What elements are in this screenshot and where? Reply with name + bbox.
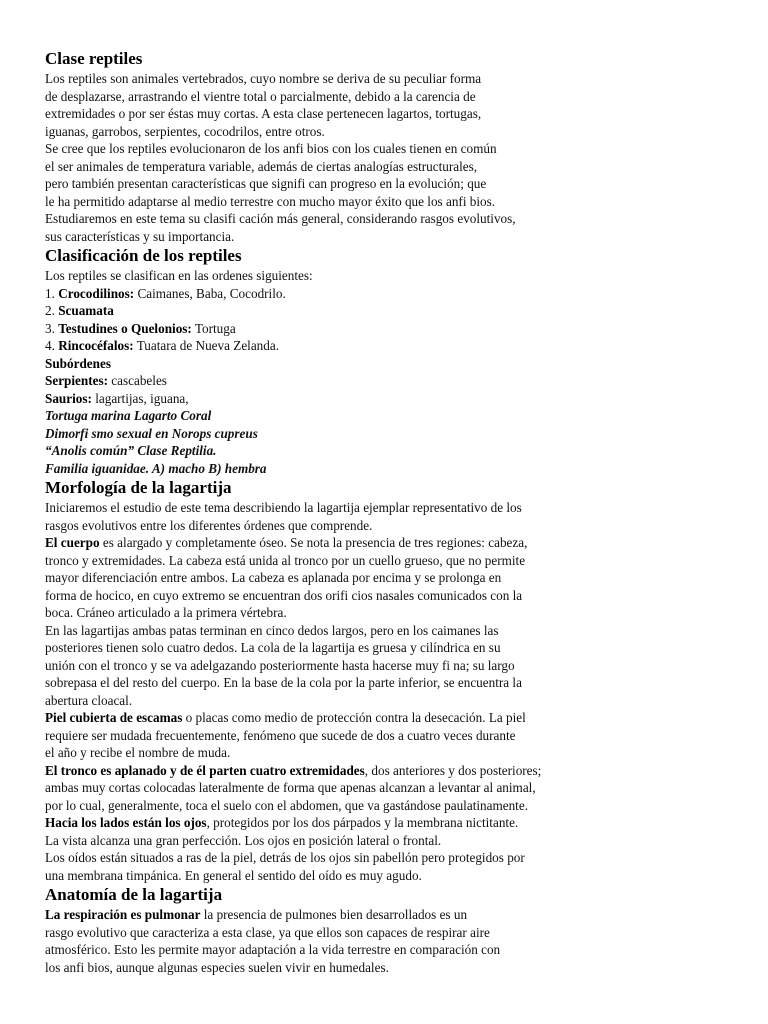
paragraph-morfologia — [45, 499, 605, 884]
text-line: sus características y su importancia. — [45, 228, 235, 244]
text-line: Iniciaremos el estudio de este tema describiendo la lagartija ejemplar representativo de los — [45, 500, 522, 515]
text-line: unión con el tronco y se va adelgazando posteriormente hasta hacerse muy fi na; su largo — [45, 657, 515, 673]
text-line: los anfi bios, aunque algunas especies suelen vivir en humedales. — [45, 959, 389, 975]
text-line: por lo cual, generalmente, toca el suelo con el abdomen, que va gastándose paulatinamente. — [45, 797, 528, 813]
document-page — [45, 48, 605, 976]
figure-caption: “Anolis común” Clase Reptilia. — [45, 443, 217, 458]
text-line: tronco y extremidades. La cabeza está unida al tronco por un cuello grueso, que no permite — [45, 552, 526, 568]
text-line: Piel cubierta de escamas o placas como medio de protección contra la desecación. La piel — [45, 710, 526, 725]
text-line: abertura cloacal. — [45, 692, 133, 708]
text-line: rasgos evolutivos entre los diferentes órdenes que comprende. — [45, 517, 373, 533]
text-line: le ha permitido adaptarse al medio terrestre con mucho mayor éxito que los anfi bios. — [45, 193, 496, 209]
text-line: rasgo evolutivo que caracteriza a esta clase, ya que ellos son capaces de respirar aire — [45, 924, 490, 940]
text-line: una membrana timpánica. En general el sentido del oído es muy agudo. — [45, 867, 422, 883]
order-item: 1. Crocodilinos: Caimanes, Baba, Cocodrilo. — [45, 285, 286, 301]
text-line: de desplazarse, arrastrando el vientre total o parcialmente, debido a la carencia de — [45, 88, 476, 104]
section-heading-clase-reptiles: Clase reptiles — [45, 49, 143, 68]
text-line: El tronco es aplanado y de él parten cuatro extremidades, dos anteriores y dos posteriores; — [45, 762, 542, 778]
text-line: extremidades o por ser éstas muy cortas. A esta clase pertenecen lagartos, tortugas, — [45, 106, 482, 121]
text-line: En las lagartijas ambas patas terminan en cinco dedos largos, pero en los caimanes las — [45, 622, 499, 638]
text-line: Se cree que los reptiles evolucionaron de los anfi bios con los cuales tienen en común — [45, 141, 497, 156]
section-heading-clasificacion: Clasificación de los reptiles — [45, 246, 242, 265]
order-item: 2. Scuamata — [45, 303, 114, 318]
text-line: mayor diferenciación entre ambos. La cabeza es aplanada por encima y se prolonga en — [45, 570, 502, 585]
figure-caption: Tortuga marina Lagarto Coral — [45, 408, 212, 423]
section-heading-morfologia: Morfología de la lagartija — [45, 478, 232, 497]
suborder-item: Serpientes: cascabeles — [45, 373, 167, 388]
text-line: El cuerpo es alargado y completamente óseo. Se nota la presencia de tres regiones: cabeza, — [45, 535, 528, 550]
paragraph-intro — [45, 70, 605, 245]
order-item: 4. Rincocéfalos: Tuatara de Nueva Zelanda. — [45, 338, 280, 353]
text-line: Hacia los lados están los ojos, protegidos por los dos párpados y la membrana nictitante. — [45, 815, 519, 830]
list-intro: Los reptiles se clasifican en las ordenes siguientes: — [45, 268, 313, 283]
classification-list — [45, 267, 605, 477]
text-line: boca. Cráneo articulado a la primera vértebra. — [45, 605, 287, 620]
figure-caption: Familia iguanidae. A) macho B) hembra — [45, 460, 267, 476]
text-line: requiere ser mudada frecuentemente, fenómeno que sucede de dos a cuatro veces durante — [45, 727, 516, 743]
paragraph-anatomia — [45, 906, 605, 976]
text-line: posteriores tienen solo cuatro dedos. La cola de la lagartija es gruesa y cilíndrica en su — [45, 640, 501, 655]
text-line: pero también presentan características que signifi can progreso en la evolución; que — [45, 176, 487, 191]
text-line: el año y recibe el nombre de muda. — [45, 745, 231, 760]
text-line: ambas muy cortas colocadas lateralmente de forma que apenas alcanzan a levantar al animal, — [45, 780, 536, 795]
text-line: el ser animales de temperatura variable, además de ciertas analogías estructurales, — [45, 158, 478, 174]
text-line: atmosférico. Esto les permite mayor adaptación a la vida terrestre en comparación con — [45, 942, 501, 957]
text-line: Los reptiles son animales vertebrados, cuyo nombre se deriva de su peculiar forma — [45, 71, 482, 86]
text-line: La vista alcanza una gran perfección. Los ojos en posición lateral o frontal. — [45, 832, 442, 848]
figure-caption: Dimorfi smo sexual en Norops cupreus — [45, 425, 258, 441]
text-line: La respiración es pulmonar la presencia de pulmones bien desarrollados es un — [45, 907, 468, 922]
suborder-item: Saurios: lagartijas, iguana, — [45, 390, 189, 406]
section-heading-anatomia: Anatomía de la lagartija — [45, 885, 223, 904]
text-line: forma de hocico, en cuyo extremo se encuentran dos orifi cios nasales comunicados con la — [45, 587, 523, 603]
text-line: iguanas, garrobos, serpientes, cocodrilos, entre otros. — [45, 123, 325, 139]
order-item: 3. Testudines o Quelonios: Tortuga — [45, 320, 236, 336]
suborders-title: Subórdenes — [45, 355, 111, 371]
text-line: Los oídos están situados a ras de la piel, detrás de los ojos sin pabellón pero protegidos por — [45, 850, 525, 865]
text-line: sobrepasa el del resto del cuerpo. En la base de la cola por la parte inferior, se encuentra la — [45, 675, 522, 690]
text-line: Estudiaremos en este tema su clasifi cación más general, considerando rasgos evolutivos, — [45, 211, 516, 226]
